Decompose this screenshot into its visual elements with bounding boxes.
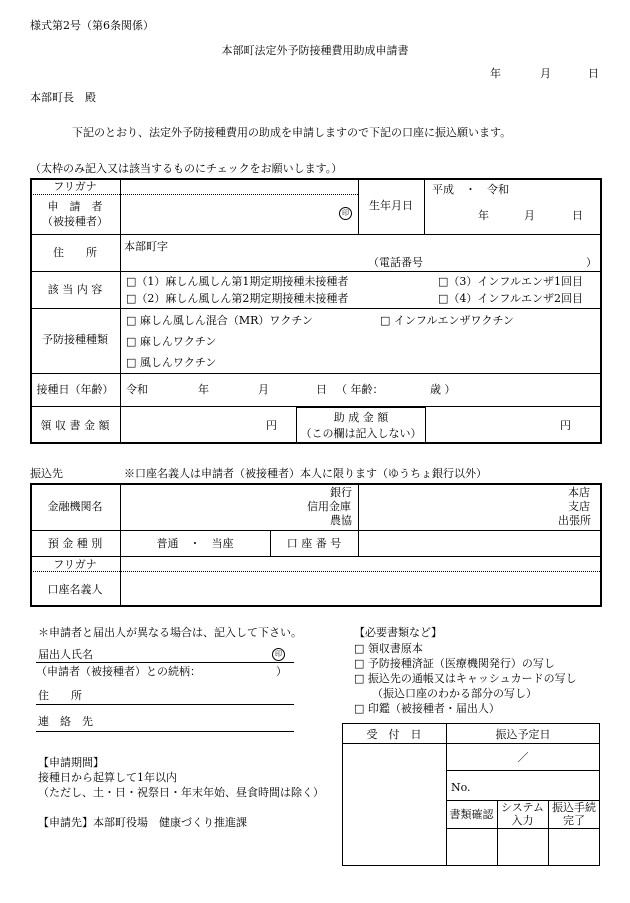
transfer-done-sublabel: 完了 [563,814,585,827]
receipt-yen: 円 [266,419,277,432]
bank-type-bank: 銀行 [330,486,352,499]
category-label: 該 当 内 容 [47,283,103,296]
vaccine-option-mr[interactable]: □ 麻しん風しん混合（MR）ワクチン [126,314,313,327]
address-value: 本部町字 [124,240,168,253]
applicant-sublabel: （被接種者） [42,215,108,228]
vaccine-option-influenza[interactable]: □ インフルエンザワクチン [380,314,514,327]
age-close: 歳 ） [430,383,456,396]
notifier-seal-mark: 印 [272,648,285,661]
vaccination-year: 年 [198,383,209,396]
account-holder-input[interactable] [122,574,600,605]
bank-name-label: 金融機関名 [47,500,103,513]
notifier-address-label: 住 所 [38,689,82,702]
bank-type-credit: 信用金庫 [307,500,351,513]
submission-destination: 【申請先】本部町役場 健康づくり推進課 [38,816,247,829]
system-entry-sublabel: 入力 [511,814,534,827]
transfer-done-label: 振込手続 [552,801,596,814]
subsidy-sublabel: （この欄は記入しない） [300,427,422,440]
bank-type-coop: 農協 [330,514,352,527]
received-date-label: 受 付 日 [366,728,422,741]
vaccination-day: 日 [316,383,327,396]
period-line-1: 接種日から起算して1年以内 [38,771,177,784]
form-number: 様式第2号（第6条関係） [30,19,154,32]
period-heading: 【申請期間】 [38,756,104,769]
receipt-amount-label: 領 収 書 金 額 [40,419,110,432]
seal-mark: 印 [339,207,352,220]
account-number-label: 口 座 番 号 [286,537,342,550]
number-label: No. [451,781,471,794]
dob-label: 生年月日 [369,199,413,212]
addressee: 本部町長 殿 [30,91,96,104]
required-item-passbook-note: （振込口座のわかる部分の写し） [372,687,537,700]
account-number-input[interactable] [360,534,600,554]
category-option-4[interactable]: □（4）インフルエンザ2回目 [438,292,583,305]
required-item-seal[interactable]: □ 印鑑（被接種者・届出人） [354,702,500,715]
branch-branch: 支店 [568,500,590,513]
furigana-label: フリガナ [53,180,97,193]
phone-label: （電話番号 [368,256,423,269]
date-day: 日 [588,67,599,80]
subsidy-yen: 円 [560,419,571,432]
vaccine-option-rubella[interactable]: □ 風しんワクチン [126,356,217,369]
dob-month: 月 [524,209,535,222]
vaccination-month: 月 [258,383,269,396]
holder-furigana-label: フリガナ [53,558,97,571]
notifier-heading: ＊申請者と届出人が異なる場合は、記入して下さい。 [38,626,302,639]
dob-era: 平成 ・ 令和 [432,183,509,196]
vaccination-era: 令和 [126,383,148,396]
date-year: 年 [490,67,501,80]
required-item-receipt[interactable]: □ 領収書原本 [354,642,423,655]
notifier-contact-label: 連 絡 先 [38,715,93,728]
notifier-relation-close: ） [276,665,287,678]
date-month: 月 [540,67,551,80]
address-label: 住 所 [53,246,97,259]
vaccination-date-label: 接種日（年齢） [36,383,114,396]
branch-head: 本店 [568,486,590,499]
deposit-type-label: 預 金 種 別 [47,537,103,550]
category-option-1[interactable]: □（1）麻しん風しん第1期定期接種未接種者 [126,275,349,288]
vaccine-label: 予防接種種類 [42,333,108,346]
furigana-input[interactable] [122,181,356,193]
dob-year: 年 [478,209,489,222]
period-line-2: （ただし、土・日・祝祭日・年末年始、昼食時間は除く） [38,786,324,799]
dob-day: 日 [572,209,583,222]
required-item-certificate[interactable]: □ 予防接種済証（医療機関発行）の写し [354,657,555,670]
required-heading: 【必要書類など】 [354,626,442,639]
notifier-name-label: 届出人氏名 [38,648,93,661]
required-item-passbook[interactable]: □ 振込先の通帳又はキャッシュカードの写し [354,672,577,685]
subsidy-label: 助 成 金 額 [333,411,389,424]
transfer-note: ※口座名義人は申請者（被接種者）本人に限ります（ゆうちょ銀行以外） [124,467,487,480]
transfer-date-label: 振込予定日 [495,728,551,741]
deposit-type-options[interactable]: 普通 ・ 当座 [156,537,234,550]
category-option-2[interactable]: □（2）麻しん風しん第2期定期接種未接種者 [126,292,349,305]
system-entry-label: システム [501,801,544,814]
branch-office: 出張所 [558,514,591,527]
phone-close: ） [586,256,597,269]
date-slash: ／ [517,751,529,764]
instruction-note: （太枠のみ記入又は該当するものにチェックをお願いします。） [30,162,343,175]
applicant-label: 申 請 者 [47,200,103,213]
account-holder-label: 口座名義人 [47,583,103,596]
notifier-relation-label: （申請者（被接種者）との続柄： [36,665,201,678]
category-option-3[interactable]: □（3）インフルエンザ1回目 [438,275,583,288]
vaccine-option-measles[interactable]: □ 麻しんワクチン [126,335,217,348]
age-label: （ 年齢： [336,383,384,396]
applicant-name-input[interactable] [122,198,338,230]
intro-text: 下記のとおり、法定外予防接種費用の助成を申請しますので下記の口座に振込願います。 [72,126,512,139]
form-title: 本部町法定外予防接種費用助成申請書 [221,44,409,57]
doc-check-label: 書類確認 [449,808,494,821]
transfer-label: 振込先 [30,467,63,480]
